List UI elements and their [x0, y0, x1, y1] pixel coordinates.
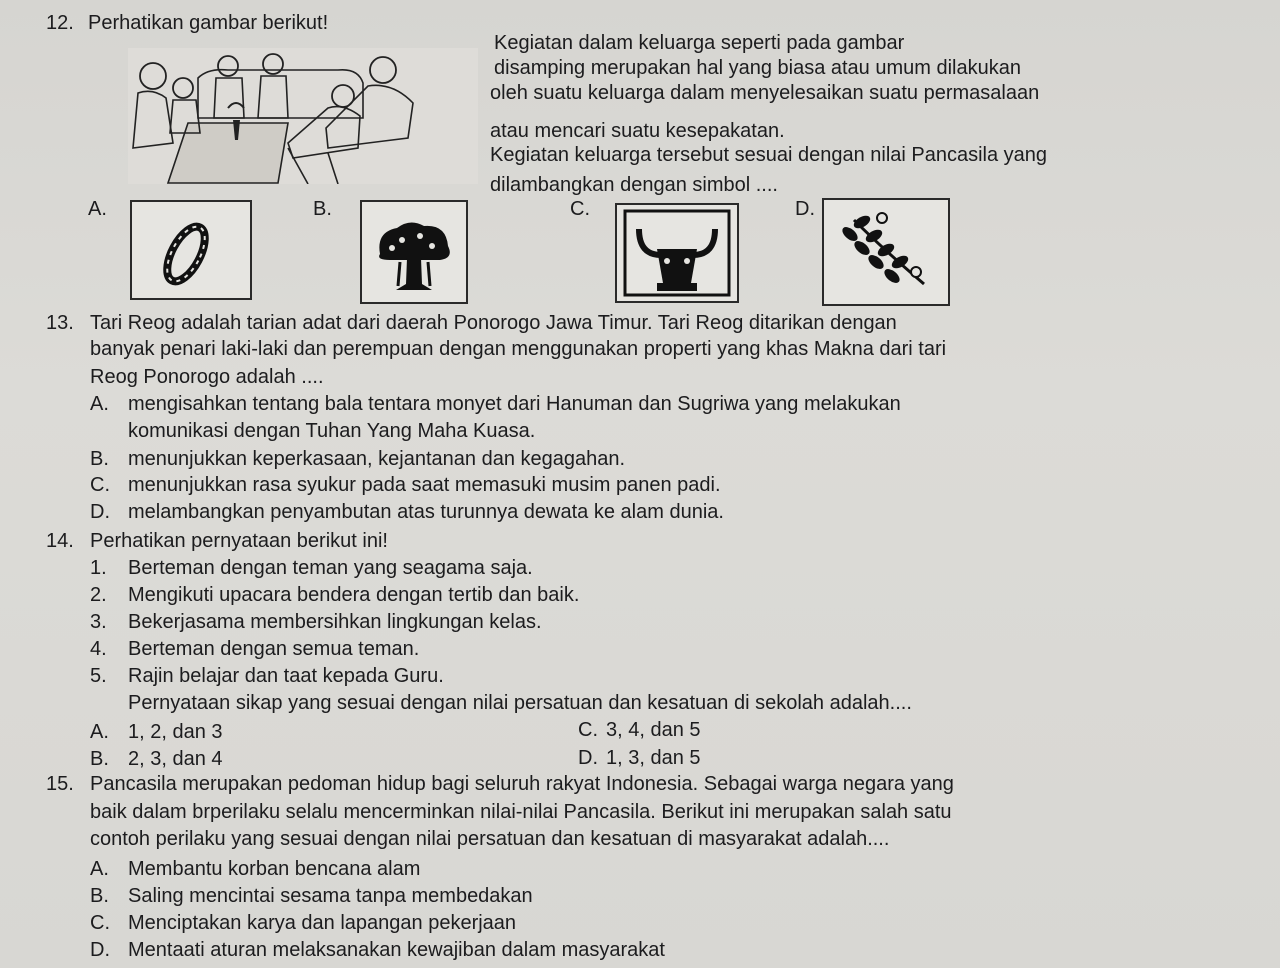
q14-statement-text: Berteman dengan semua teman.: [128, 638, 420, 660]
q14-option-b-label[interactable]: B.: [90, 748, 109, 770]
q12-option-c-label[interactable]: C.: [570, 198, 590, 220]
family-discussion-illustration: [128, 48, 478, 184]
q14-statement-number: 1.: [90, 557, 107, 579]
q15-option-b-label[interactable]: B.: [90, 885, 109, 907]
q12-option-b-box[interactable]: [360, 200, 468, 304]
q14-option-b-text[interactable]: 2, 3, dan 4: [128, 748, 223, 770]
q15-option-d-text[interactable]: Mentaati aturan melaksanakan kewajiban dalam masyarakat: [128, 939, 665, 961]
q12-text-line: disamping merupakan hal yang biasa atau umum dilakukan: [494, 57, 1021, 79]
q12-option-b-label[interactable]: B.: [313, 198, 332, 220]
q12-text-line: oleh suatu keluarga dalam menyelesaikan suatu permasalaan: [490, 82, 1040, 104]
q12-text-line: Kegiatan dalam keluarga seperti pada gambar: [494, 32, 905, 54]
q12-number: 12.: [46, 12, 74, 34]
q13-option-a-text[interactable]: komunikasi dengan Tuhan Yang Maha Kuasa.: [128, 420, 536, 442]
q14-number: 14.: [46, 530, 74, 552]
q13-option-a-text[interactable]: mengisahkan tentang bala tentara monyet dari Hanuman dan Sugriwa yang melakukan: [128, 393, 901, 415]
q14-statement-number: 4.: [90, 638, 107, 660]
rice-cotton-icon: [824, 200, 948, 304]
q13-stem-line: Reog Ponorogo adalah ....: [90, 366, 324, 388]
q14-option-d-text[interactable]: 1, 3, dan 5: [606, 747, 701, 769]
q15-stem-line: Pancasila merupakan pedoman hidup bagi seluruh rakyat Indonesia. Sebagai warga negara yang: [90, 773, 954, 795]
q13-option-b-text[interactable]: menunjukkan keperkasaan, kejantanan dan kegagahan.: [128, 448, 626, 470]
q12-option-d-box[interactable]: [822, 198, 950, 306]
q14-option-c-text[interactable]: 3, 4, dan 5: [606, 719, 701, 741]
q12-option-d-label[interactable]: D.: [795, 198, 815, 220]
q14-question: Pernyataan sikap yang sesuai dengan nilai persatuan dan kesatuan di sekolah adalah....: [128, 692, 912, 714]
q12-text-line: dilambangkan dengan simbol ....: [490, 174, 778, 196]
q12-prompt: Perhatikan gambar berikut!: [88, 12, 329, 34]
q14-option-d-label[interactable]: D.: [578, 747, 598, 769]
q12-option-c-box[interactable]: [615, 203, 739, 303]
q13-option-c-text[interactable]: menunjukkan rasa syukur pada saat memasuki musim panen padi.: [128, 474, 721, 496]
q14-option-a-label[interactable]: A.: [90, 721, 109, 743]
q14-statement-text: Berteman dengan teman yang seagama saja.: [128, 557, 533, 579]
q12-option-a-box[interactable]: [130, 200, 252, 300]
q14-option-c-label[interactable]: C.: [578, 719, 598, 741]
banyan-tree-icon: [362, 202, 466, 302]
q15-option-a-text[interactable]: Membantu korban bencana alam: [128, 858, 421, 880]
q14-statement-text: Rajin belajar dan taat kepada Guru.: [128, 665, 444, 687]
q12-text-line: Kegiatan keluarga tersebut sesuai dengan nilai Pancasila yang: [490, 144, 1048, 166]
q13-number: 13.: [46, 312, 74, 334]
q13-stem-line: Tari Reog adalah tarian adat dari daerah Ponorogo Jawa Timur. Tari Reog ditarikan dengan: [90, 312, 897, 334]
q14-statement-number: 2.: [90, 584, 107, 606]
q13-option-b-label[interactable]: B.: [90, 448, 109, 470]
q13-option-d-text[interactable]: melambangkan penyambutan atas turunnya dewata ke alam dunia.: [128, 501, 724, 523]
q13-stem-line: banyak penari laki-laki dan perempuan dengan menggunakan properti yang khas Makna dari tari: [90, 338, 947, 360]
q12-option-a-label[interactable]: A.: [88, 198, 107, 220]
bull-head-icon: [617, 205, 737, 301]
q13-option-a-label[interactable]: A.: [90, 393, 109, 415]
q14-statement-number: 5.: [90, 665, 107, 687]
q14-statement-text: Mengikuti upacara bendera dengan tertib dan baik.: [128, 584, 580, 606]
q15-stem-line: baik dalam brperilaku selalu mencerminkan nilai-nilai Pancasila. Berikut ini merupakan salah satu: [90, 801, 952, 823]
chain-icon: [132, 202, 250, 298]
q14-prompt: Perhatikan pernyataan berikut ini!: [90, 530, 388, 552]
q12-text-line: atau mencari suatu kesepakatan.: [490, 120, 785, 142]
q15-option-c-label[interactable]: C.: [90, 912, 110, 934]
q15-option-a-label[interactable]: A.: [90, 858, 109, 880]
q15-number: 15.: [46, 773, 74, 795]
q15-option-d-label[interactable]: D.: [90, 939, 110, 961]
q15-option-b-text[interactable]: Saling mencintai sesama tanpa membedakan: [128, 885, 533, 907]
q13-option-d-label[interactable]: D.: [90, 501, 110, 523]
q14-statement-number: 3.: [90, 611, 107, 633]
q15-stem-line: contoh perilaku yang sesuai dengan nilai persatuan dan kesatuan di masyarakat adalah....: [90, 828, 890, 850]
q14-option-a-text[interactable]: 1, 2, dan 3: [128, 721, 223, 743]
q15-option-c-text[interactable]: Menciptakan karya dan lapangan pekerjaan: [128, 912, 517, 934]
q14-statement-text: Bekerjasama membersihkan lingkungan kelas.: [128, 611, 542, 633]
q13-option-c-label[interactable]: C.: [90, 474, 110, 496]
